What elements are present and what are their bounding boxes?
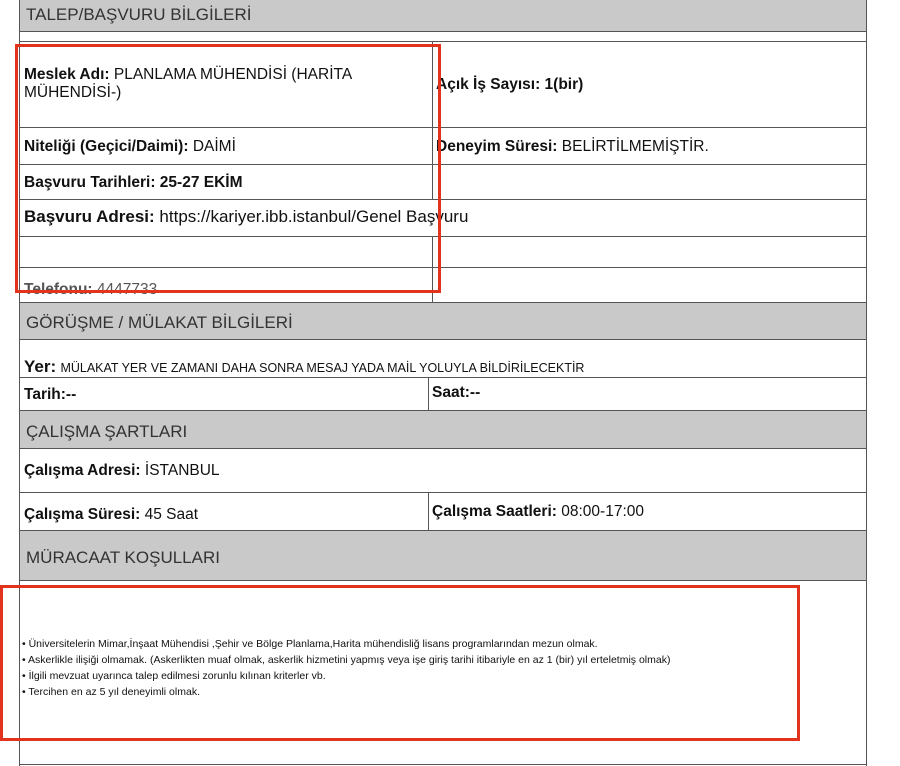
section-title: ÇALIŞMA ŞARTLARI: [26, 422, 188, 441]
column-divider: [428, 378, 429, 411]
calisma-adres-cell: [24, 462, 220, 480]
calisma-saatleri-value: 08:00-17:00: [561, 503, 644, 520]
calisma-saatleri-cell: [432, 503, 644, 521]
calisma-adres-label: Çalışma Adresi:: [24, 462, 141, 479]
acik-is-sayisi: Açık İş Sayısı: 1(bir): [436, 76, 584, 93]
column-divider: [428, 493, 429, 531]
spacer-row: [20, 32, 866, 42]
deneyim-value: BELİRTİLMEMİŞTİR.: [561, 138, 709, 155]
highlight-box-basvuru: [15, 44, 441, 293]
list-item: • Askerlikle ilişiği olmamak. (Askerlikten muaf olmak, askerlik hizmetini yapmış veya işe giriş tarihi itibariyle en az 1 (bir) yıl erteletmiş olmak): [22, 654, 671, 666]
yer-value: MÜLAKAT YER VE ZAMANI DAHA SONRA MESAJ YADA MAİL YOLUYLA BİLDİRİLECEKTİR: [60, 361, 585, 375]
calisma-suresi-label: Çalışma Süresi:: [24, 506, 141, 523]
meslek-label: Meslek Adı:: [24, 66, 110, 83]
section-title: GÖRÜŞME / MÜLAKAT BİLGİLERİ: [26, 313, 293, 332]
telefon-label: Telefonu:: [24, 281, 93, 298]
meslek-value: PLANLAMA MÜHENDİSİ (HARİTA: [113, 66, 353, 83]
basvuru-adres-link[interactable]: https://kariyer.ibb.istanbul/Genel Başvuru: [159, 207, 469, 226]
table-right-border: [866, 0, 867, 766]
section-header-muracaat: [20, 531, 866, 581]
list-item: • İlgili mevzuat uyarınca talep edilmesi zorunlu kılınan kriterler vb.: [22, 670, 326, 682]
list-item: • Tercihen en az 5 yıl deneyimli olmak.: [22, 686, 200, 698]
meslek-value-cont: MÜHENDİSİ-): [24, 84, 122, 101]
tarih-field: Tarih:--: [24, 386, 77, 403]
telefon-value: 4447733: [96, 281, 158, 298]
niteligi-value: DAİMİ: [192, 138, 236, 155]
section-title: MÜRACAAT KOŞULLARI: [26, 548, 220, 567]
saat-field: Saat:--: [432, 384, 481, 401]
list-item: • Üniversitelerin Mimar,İnşaat Mühendisi ,Şehir ve Bölge Planlama,Harita mühendisliğ lisans programlarından mezun olmak.: [22, 638, 598, 650]
deneyim-cell: [436, 138, 709, 156]
calisma-saatleri-label: Çalışma Saatleri:: [432, 503, 557, 520]
calisma-adres-value: İSTANBUL: [144, 462, 220, 479]
highlight-box-kosullar: [0, 585, 800, 741]
basvuru-adres-label: Başvuru Adresi:: [24, 207, 155, 226]
section-header-gorusme: [20, 303, 866, 340]
calisma-suresi-cell: [24, 506, 198, 524]
section-header-talep: [20, 0, 866, 32]
deneyim-label: Deneyim Süresi:: [436, 138, 558, 155]
yer-label: Yer:: [24, 357, 57, 376]
calisma-suresi-value: 45 Saat: [144, 506, 199, 523]
section-header-calisma: [20, 411, 866, 449]
basvuru-tarihleri: Başvuru Tarihleri: 25-27 EKİM: [24, 174, 243, 191]
section-title: TALEP/BAŞVURU BİLGİLERİ: [26, 5, 252, 24]
yer-cell: [24, 358, 584, 377]
niteligi-label: Niteliği (Geçici/Daimi):: [24, 138, 189, 155]
